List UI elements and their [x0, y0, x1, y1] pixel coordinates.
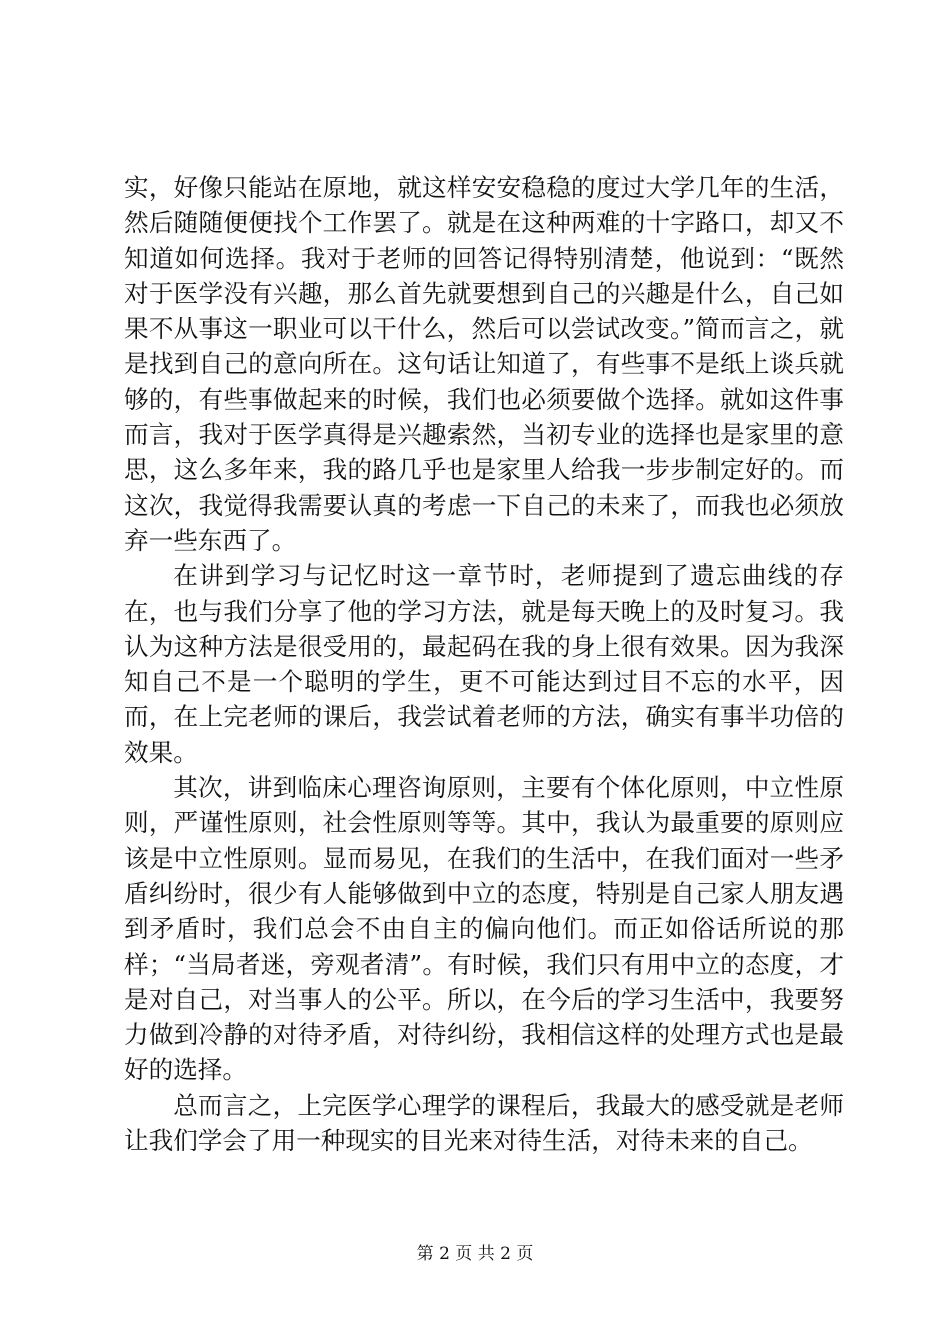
- document-body: [124, 170, 844, 1158]
- paragraph-learning-memory: 在讲到学习与记忆时这一章节时，老师提到了遗忘曲线的存在，也与我们分享了他的学习方法，就是每天晚上的及时复习。我认为这种方法是很受用的，最起码在我的身上很有效果。因为我深知自己不是一个聪明的学生，更不可能达到过目不忘的水平，因而，在上完老师的课后，我尝试着老师的方法，确实有事半功倍的效果。: [124, 561, 844, 767]
- paragraph-continuation: 实，好像只能站在原地，就这样安安稳稳的度过大学几年的生活，然后随随便便找个工作罢了。就是在这种两难的十字路口，却又不知道如何选择。我对于老师的回答记得特别清楚，他说到：“既然对于医学没有兴趣，那么首先就要想到自己的兴趣是什么，自己如果不从事这一职业可以干什么，然后可以尝试改变。”简而言之，就是找到自己的意向所在。这句话让知道了，有些事不是纸上谈兵就够的，有些事做起来的时候，我们也必须要做个选择。就如这件事而言，我对于医学真得是兴趣索然，当初专业的选择也是家里的意思，这么多年来，我的路几乎也是家里人给我一步步制定好的。而这次，我觉得我需要认真的考虑一下自己的未来了，而我也必须放弃一些东西了。: [124, 173, 844, 555]
- paragraph-counseling-principles: 其次，讲到临床心理咨询原则，主要有个体化原则，中立性原则，严谨性原则，社会性原则等等。其中，我认为最重要的原则应该是中立性原则。显而易见，在我们的生活中，在我们面对一些矛盾纠纷时，很少有人能够做到中立的态度，特别是自己家人朋友遇到矛盾时，我们总会不由自主的偏向他们。而正如俗话所说的那样；“当局者迷，旁观者清”。有时候，我们只有用中立的态度，才是对自己，对当事人的公平。所以，在今后的学习生活中，我要努力做到冷静的对待矛盾，对待纠纷，我相信这样的处理方式也是最好的选择。: [124, 773, 844, 1085]
- page-number-footer: 第 2 页 共 2 页: [416, 1244, 534, 1264]
- paragraph-conclusion: 总而言之，上完医学心理学的课程后，我最大的感受就是老师让我们学会了用一种现实的目光来对待生活，对待未来的自己。: [124, 1090, 844, 1156]
